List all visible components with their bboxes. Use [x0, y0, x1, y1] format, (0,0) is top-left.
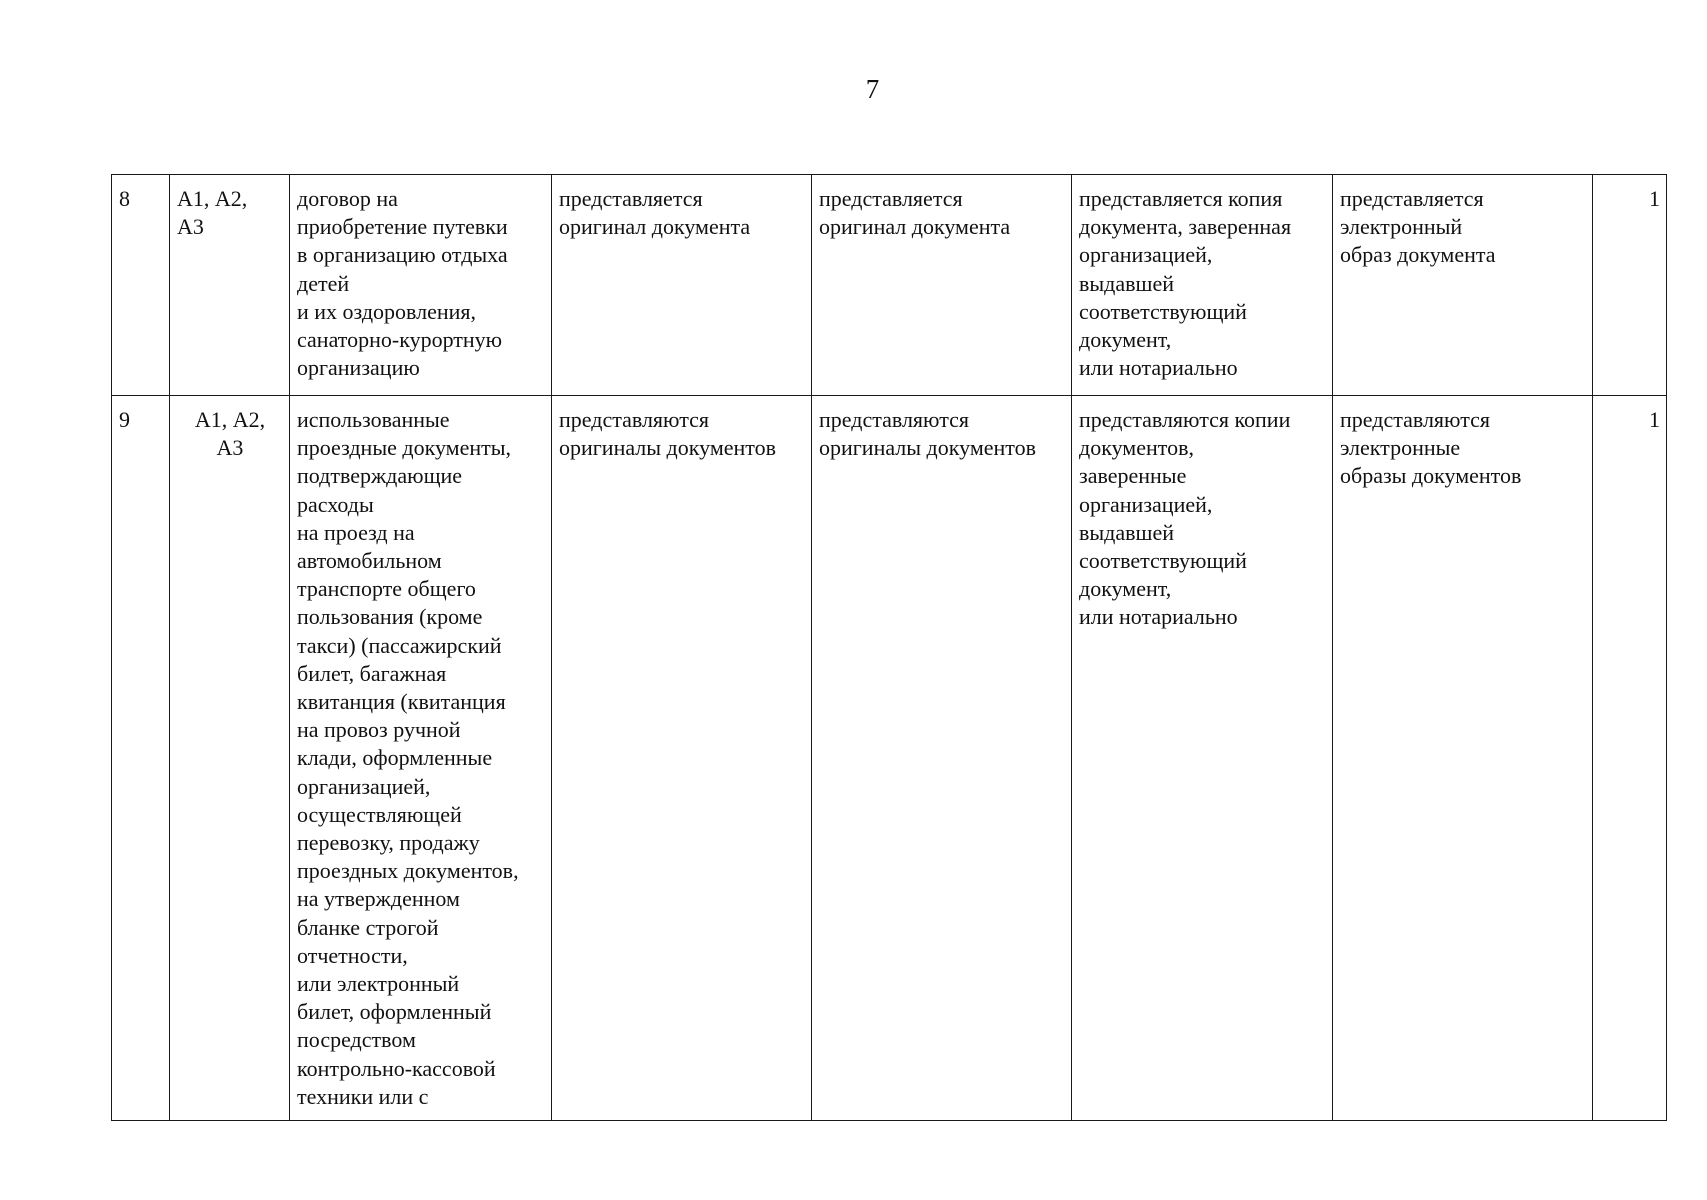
row-number-cell: 8 [112, 175, 170, 396]
electronic-form-cell: представляется электронный образ документа [1333, 175, 1593, 396]
count-cell: 1 [1593, 396, 1667, 1121]
document-name-cell: договор на приобретение путевки в организацию отдыха детей и их оздоровления, санаторно-курортную организацию [290, 175, 552, 396]
applicant-codes-cell: А1, А2, А3 [170, 396, 290, 1121]
submission-form-cell: представляются оригиналы документов [552, 396, 812, 1121]
page-number: 7 [865, 74, 880, 104]
table-row [112, 175, 1667, 396]
submission-form-cell: представляются оригиналы документов [812, 396, 1072, 1121]
row-number-cell: 9 [112, 396, 170, 1121]
document-name-cell: использованные проездные документы, подтверждающие расходы на проезд на автомобильном транспорте общего пользования (кроме такси) (пассажирский билет, багажная квитанция (квитанция на провоз ручной клади, оформленные организацией, осуществляющей перевозку, продажу проездных документов, на утвержденном бланке строгой отчетности, или электронный билет, оформленный посредством контрольно-кассовой техники или с [290, 396, 552, 1121]
table-row [112, 396, 1667, 1121]
submission-form-cell: представляется оригинал документа [812, 175, 1072, 396]
submission-form-cell: представляется копия документа, заверенная организацией, выдавшей соответствующий документ, или нотариально [1072, 175, 1333, 396]
electronic-form-cell: представляются электронные образы документов [1333, 396, 1593, 1121]
submission-form-cell: представляется оригинал документа [552, 175, 812, 396]
documents-table [111, 174, 1667, 1121]
count-cell: 1 [1593, 175, 1667, 396]
submission-form-cell: представляются копии документов, заверенные организацией, выдавшей соответствующий документ, или нотариально [1072, 396, 1333, 1121]
applicant-codes-cell: А1, А2, А3 [170, 175, 290, 396]
